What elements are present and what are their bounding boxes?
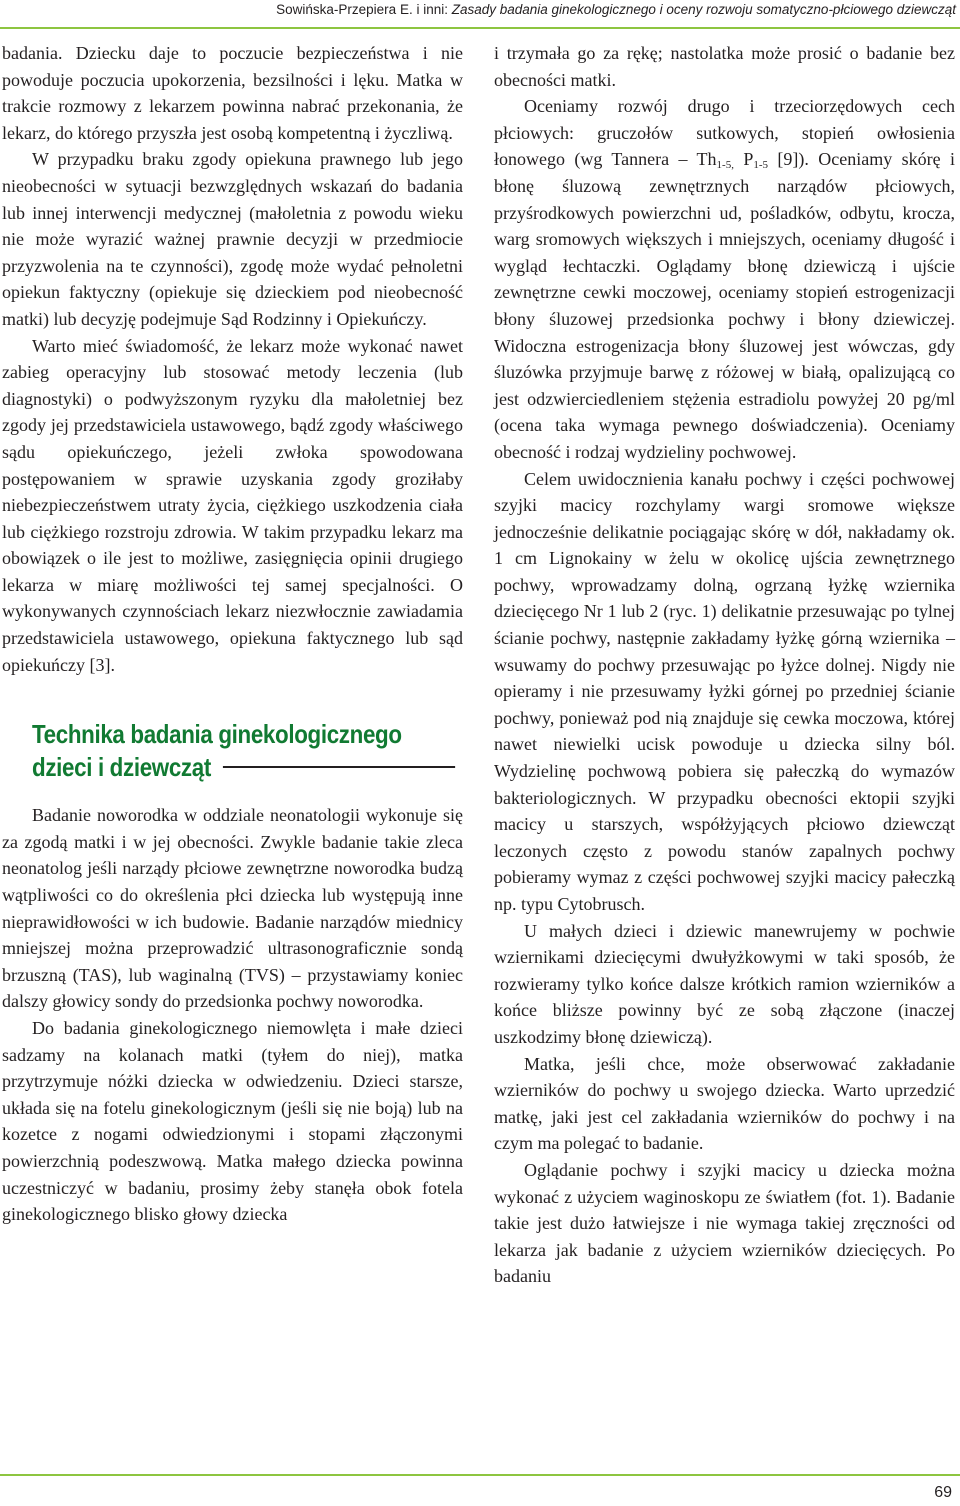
paragraph-text: [9]). Oceniamy skórę i błonę śluzową zewnętrznych narządów płciowych, przyśrodkowych powierzchni ud, pośladków, odbytu, krocza, warg sromowych większych i mniejszych, oceniamy długość i wygląd łechtaczki. Oglądamy błonę dziewiczą i ujście zewnętrzne cewki moczowej, oceniamy stopień estrogenizacji błony śluzowej przedsionka pochwy i błony dziewiczej. Widoczna estrogenizacja błony śluzowej jest wówczas, gdy śluzówka przyjmuje barwę z różowej w białą, opalizującą co jest odzwierciedleniem stężenia estradiolu powyżej 20 pg/ml (ocena taka wymaga pewnego doświadczenia). Oceniamy obecność i rodzaj wydzieliny pochwowej.	[494, 149, 955, 462]
header-rule	[0, 27, 960, 29]
left-column	[2, 40, 463, 1228]
paragraph: Oglądanie pochwy i szyjki macicy u dziecka można wykonać z użyciem waginoskopu ze światłem (fot. 1). Badanie takie jest dużo łatwiejsze i nie wymaga takiej zręczności od lekarza jak badanie z użyciem wzierników dziecięcych. Po badaniu	[494, 1159, 955, 1287]
page-number: 69	[934, 1484, 952, 1501]
paragraph: Celem uwidocznienia kanału pochwy i części pochwowej szyjki macicy rozchylamy wargi sromowe większe jednocześnie delikatnie pociągając skórę w dół, nakładamy ok. 1 cm Lignokainy w żelu w okolicę ujścia zewnętrznego pochwy, wprowadzamy dolną, ogrzaną łyżkę wziernika dziecięcego Nr 1 lub 2 (ryc. 1) delikatnie przesuwając po tylnej ścianie pochwy, następnie zakładamy łyżkę górną wziernika – wsuwamy do pochwy przesuwając po łyżce dolnej. Nigdy nie opieramy i nie przesuwamy łyżki górnej po przedniej ścianie pochwy, ponieważ pod nią znajduje się cewka moczowa, której nawet niewielki ucisk powoduje u dziecka silny ból. Wydzielinę pochwową pobiera się pałeczką do wymazów bakteriologicznych. W przypadku obecności ektopii szyjki macicy u starszych, współżyjących płciowo dziewcząt leczonych często z powodu stanów zapalnych pochwy pobieramy wymaz z części pochwowej szyjki macicy pałeczką np. typu Cytobrusch.	[494, 468, 955, 914]
paragraph: W przypadku braku zgody opiekuna prawnego lub jego nieobecności w sytuacji bezwzględnych wskazań do badania lub innej interwencji medycznej (małoletnia z powodu wieku nie może wyrazić ważnej prawnie decyzji w przedmiocie przyzwolenia na te czynności), zgodę może wydać pełnoletni opiekun faktyczny (opiekuje się dzieckiem pod nieobecność matki) lub decyzję podejmuje Sąd Rodzinny i Opiekuńczy.	[2, 149, 463, 329]
running-head-title: Zasady badania ginekologicznego i oceny rozwoju somatyczno-płciowego dziewcząt	[451, 2, 956, 17]
paragraph: Do badania ginekologicznego niemowlęta i małe dzieci sadzamy na kolanach matki (tyłem do niej), matka przytrzymuje nóżki dziecka w odwiedzeniu. Dzieci starsze, układa się na fotelu ginekologicznym (jeśli się nie boją) lub na kozetce z nogami odwiedzionymi i stopami złączonymi powierzchnią podeszwową. Matka małego dziecka powinna uczestniczyć w badaniu, prosimy żeby stanęła obok fotela ginekologicznego blisko głowy dziecka	[2, 1018, 463, 1225]
paragraph-text: Oceniamy rozwój drugo i trzeciorzędowych cech płciowych: gruczołów sutkowych, stopień owłosienia łonowego (wg Tannera – Th	[494, 96, 955, 170]
subscript: 1-5,	[716, 159, 734, 172]
paragraph-text: P	[733, 149, 754, 170]
section-heading-line: dzieci i dziewcząt	[32, 752, 211, 783]
running-head-authors: Sowińska-Przepiera E. i inni:	[276, 2, 452, 17]
heading-rule	[223, 766, 455, 768]
paragraph: badania. Dziecku daje to poczucie bezpieczeństwa i nie powoduje poczucia upokorzenia, bezsilności i lęku. Matka w trakcie rozmowy z lekarzem powinna nabrać przekonania, że lekarz, do którego przyszła jest osobą kompetentną i życzliwą.	[2, 43, 463, 143]
right-column	[494, 40, 955, 1290]
footer-rule	[0, 1474, 960, 1476]
running-head	[0, 0, 956, 20]
paragraph: i trzymała go za rękę; nastolatka może prosić o badanie bez obecności matki.	[494, 43, 955, 90]
subscript: 1-5	[753, 159, 769, 172]
paragraph: Warto mieć świadomość, że lekarz może wykonać nawet zabieg operacyjny lub stosować metody leczenia (lub diagnostyki) o podwyższonym ryzyku dla małoletniej bez zgody jej przedstawiciela ustawowego, bądź zgody właściwego sądu opiekuńczego, jeżeli zwłoka spowodowana postępowaniem w sprawie uzyskania zgody groziłaby niebezpieczeństwem utraty życia, ciężkiego uszkodzenia ciała lub ciężkiego rozstroju zdrowia. W takim przypadku lekarz ma obowiązek o ile jest to możliwe, zasięgnięcia opinii drugiego lekarza w miarę możliwości tej samej specjalności. O wykonywanych czynnościach lekarz niezwłocznie zawiadamia przedstawiciela ustawowego, opiekuna faktycznego lub sąd opiekuńczy [3].	[2, 335, 463, 675]
section-heading-line: Technika badania ginekologicznego	[32, 719, 402, 750]
paragraph	[494, 93, 955, 465]
paragraph: U małych dzieci i dziewic manewrujemy w pochwie wziernikami dziecięcymi dwułyżkowymi w taki sposób, że rozwieramy tylko końce dalsze krótkich ramion wzierników a końce bliższe powinny być ze sobą złączone (inaczej uszkodzimy błonę dziewiczą).	[494, 920, 955, 1047]
paragraph: Badanie noworodka w oddziale neonatologii wykonuje się za zgodą matki i w jej obecności. Zwykle badanie takie zleca neonatolog jeśli narządy płciowe zewnętrzne noworodka budzą wątpliwości co do określenia płci dziecka lub występują inne nieprawidłowości w ich budowie. Badanie narządów miednicy mniejszej można przeprowadzić ultrasonograficznie sondą brzuszną (TAS), lub waginalną (TVS) – przystawiamy koniec dalszy głowicy sondy do przedsionka pochwy noworodka.	[2, 805, 463, 1012]
paragraph: Matka, jeśli chce, może obserwować zakładanie wzierników do pochwy u swojego dziecka. Warto uprzedzić matkę, jaki jest cel zakładania wzierników do pochwy i na czym ma polegać to badanie.	[494, 1053, 955, 1154]
section-heading	[32, 718, 466, 784]
